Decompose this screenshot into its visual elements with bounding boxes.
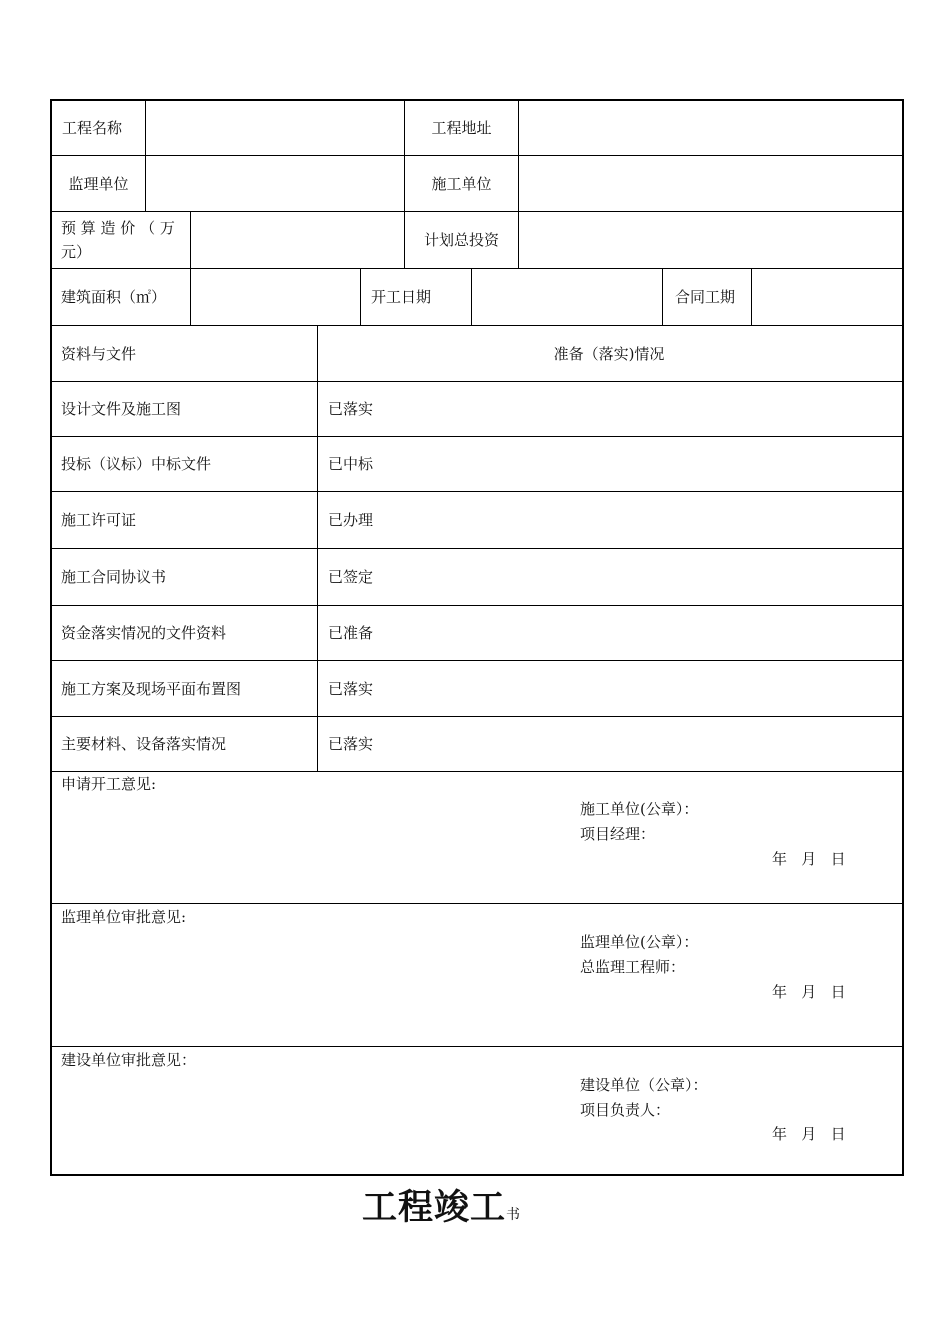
date-line: 年 月 日: [772, 983, 846, 1001]
project-name-label: 工程名称: [62, 119, 123, 137]
project-address-label: 工程地址: [431, 119, 492, 137]
contract-period-label: 合同工期: [675, 288, 736, 306]
construction-unit-field[interactable]: [519, 156, 900, 211]
date-line: 年 月 日: [772, 850, 846, 868]
row-divider: [50, 771, 902, 772]
planned-investment-field[interactable]: [519, 212, 900, 268]
building-area-label: 建筑面积（㎡）: [61, 288, 167, 306]
project-name-field[interactable]: [146, 101, 404, 155]
footer-title-main: 工程竣工: [362, 1188, 507, 1228]
document-status[interactable]: 已落实: [328, 735, 374, 753]
document-status[interactable]: 已准备: [328, 624, 374, 642]
project-address-field[interactable]: [519, 101, 900, 155]
supervision-seal-line: 监理单位(公章）：: [580, 933, 699, 951]
supervision-unit-field[interactable]: [146, 156, 404, 211]
construction-seal-line: 施工单位(公章）：: [580, 800, 699, 818]
document-item: 施工方案及现场平面布置图: [61, 679, 242, 698]
document-item: 施工许可证: [61, 511, 137, 529]
owner-approval-heading: 建设单位审批意见：: [61, 1051, 197, 1069]
project-manager-line: 项目经理：: [580, 825, 656, 843]
row-divider: [50, 1046, 902, 1047]
date-line: 年 月 日: [772, 1125, 846, 1143]
document-status[interactable]: 已中标: [328, 455, 374, 473]
row-divider: [50, 903, 902, 904]
project-leader-line: 项目负责人：: [580, 1101, 671, 1119]
planned-investment-label: 计划总投资: [423, 231, 499, 249]
document-status[interactable]: 已办理: [328, 511, 374, 529]
budget-cost-label: 预 算 造 价 （ 万 元）: [61, 219, 175, 261]
approval-form: [50, 99, 904, 1176]
start-date-label: 开工日期: [371, 288, 432, 306]
footer-title: [362, 1180, 520, 1230]
document-status[interactable]: 已落实: [328, 400, 374, 418]
document-item: 资金落实情况的文件资料: [61, 624, 227, 642]
document-item: 施工合同协议书: [61, 568, 167, 586]
documents-column-header: 资料与文件: [61, 344, 137, 363]
document-status[interactable]: 已落实: [328, 679, 374, 698]
start-application-opinion-heading: 申请开工意见:: [61, 775, 157, 793]
supervision-approval-heading: 监理单位审批意见:: [61, 908, 187, 926]
document-item: 投标（议标）中标文件: [61, 455, 212, 473]
building-area-field[interactable]: [191, 269, 360, 325]
document-item: 设计文件及施工图: [61, 400, 182, 418]
owner-seal-line: 建设单位（公章）：: [580, 1076, 708, 1094]
chief-supervisor-line: 总监理工程师：: [580, 958, 686, 976]
document-status[interactable]: 已签定: [328, 568, 374, 586]
construction-unit-label: 施工单位: [431, 174, 492, 193]
budget-cost-field[interactable]: [191, 212, 404, 268]
start-date-field[interactable]: [472, 269, 662, 325]
status-column-header: 准备（落实)情况: [553, 344, 665, 363]
contract-period-field[interactable]: [752, 269, 900, 325]
document-item: 主要材料、设备落实情况: [61, 735, 227, 753]
supervision-unit-label: 监理单位: [68, 174, 129, 193]
footer-title-suffix: 书: [506, 1207, 521, 1223]
